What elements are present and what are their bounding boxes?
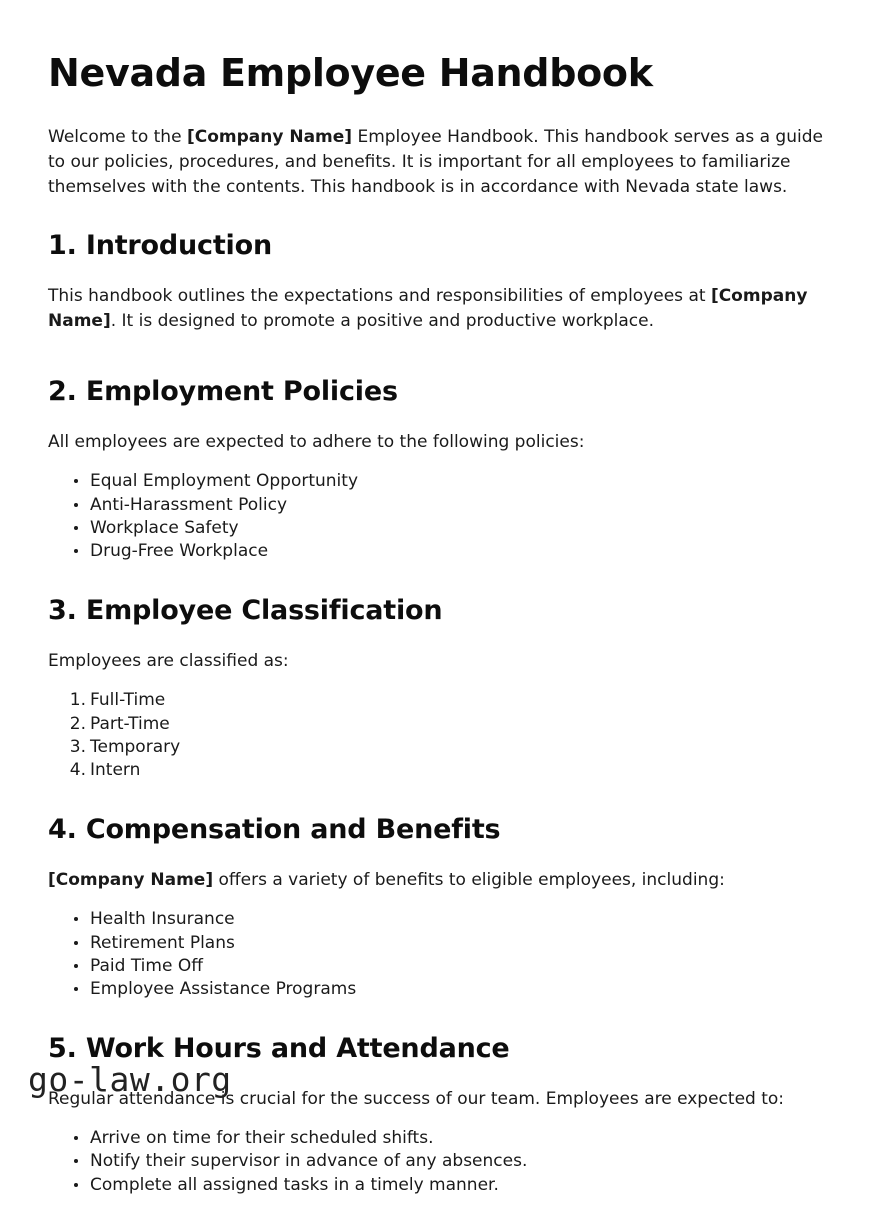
section-heading: 3. Employee Classification	[48, 595, 826, 627]
intro-company-placeholder: [Company Name]	[187, 127, 352, 147]
intro-lead-text: Welcome to the	[48, 127, 187, 147]
bullet-list	[48, 1128, 826, 1198]
company-placeholder: [Company Name]	[48, 286, 807, 331]
list-item: Paid Time Off	[90, 956, 826, 979]
section-spacer	[48, 350, 826, 376]
site-watermark: go-law.org	[28, 1060, 232, 1099]
document-section	[48, 814, 826, 1033]
section-spacer	[48, 1198, 826, 1228]
company-placeholder: [Company Name]	[48, 870, 213, 890]
section-paragraph	[48, 430, 826, 455]
section-paragraph-pre: Regular attendance is crucial for the success of our team. Employees are expected to:	[48, 1089, 784, 1109]
section-paragraph-post: . It is designed to promote a positive and productive workplace.	[111, 311, 654, 331]
section-paragraph-pre: All employees are expected to adhere to the following policies:	[48, 432, 584, 452]
list-item: Full-Time	[90, 690, 826, 713]
section-paragraph-pre: This handbook outlines the expectations and responsibilities of employees at	[48, 286, 711, 306]
list-item: Intern	[90, 760, 826, 783]
section-paragraph	[48, 284, 826, 334]
section-paragraph-post: offers a variety of benefits to eligible employees, including:	[213, 870, 725, 890]
section-spacer	[48, 565, 826, 595]
section-paragraph-pre: Employees are classified as:	[48, 651, 289, 671]
section-heading: 5. Work Hours and Attendance	[48, 1033, 826, 1065]
section-heading: 4. Compensation and Benefits	[48, 814, 826, 846]
list-item: Drug-Free Workplace	[90, 541, 826, 564]
list-item: Workplace Safety	[90, 518, 826, 541]
list-item: Arrive on time for their scheduled shifts.	[90, 1128, 826, 1151]
section-spacer	[48, 784, 826, 814]
bullet-list	[48, 471, 826, 565]
list-item: Anti-Harassment Policy	[90, 495, 826, 518]
section-paragraph	[48, 649, 826, 674]
list-item: Part-Time	[90, 714, 826, 737]
list-item: Retirement Plans	[90, 933, 826, 956]
list-item: Equal Employment Opportunity	[90, 471, 826, 494]
list-item: Employee Assistance Programs	[90, 979, 826, 1002]
document-section	[48, 376, 826, 595]
section-paragraph	[48, 868, 826, 893]
section-heading: 2. Employment Policies	[48, 376, 826, 408]
intro-paragraph	[48, 125, 826, 200]
bullet-list	[48, 909, 826, 1003]
section-heading: 1. Introduction	[48, 230, 826, 262]
page-title: Nevada Employee Handbook	[48, 52, 826, 95]
section-spacer	[48, 1003, 826, 1033]
ordered-list	[48, 690, 826, 784]
list-item: Health Insurance	[90, 909, 826, 932]
list-item: Notify their supervisor in advance of any absences.	[90, 1151, 826, 1174]
document-section	[48, 230, 826, 376]
document-section	[48, 595, 826, 814]
document-content	[48, 52, 826, 1228]
list-item: Complete all assigned tasks in a timely manner.	[90, 1175, 826, 1198]
intro-rest-text: Employee Handbook. This handbook serves as a guide to our policies, procedures, and benefits. It is important for all employees to familiarize themselves with the contents. This handbook is in accordance with Nevada state laws.	[48, 127, 823, 197]
list-item: Temporary	[90, 737, 826, 760]
